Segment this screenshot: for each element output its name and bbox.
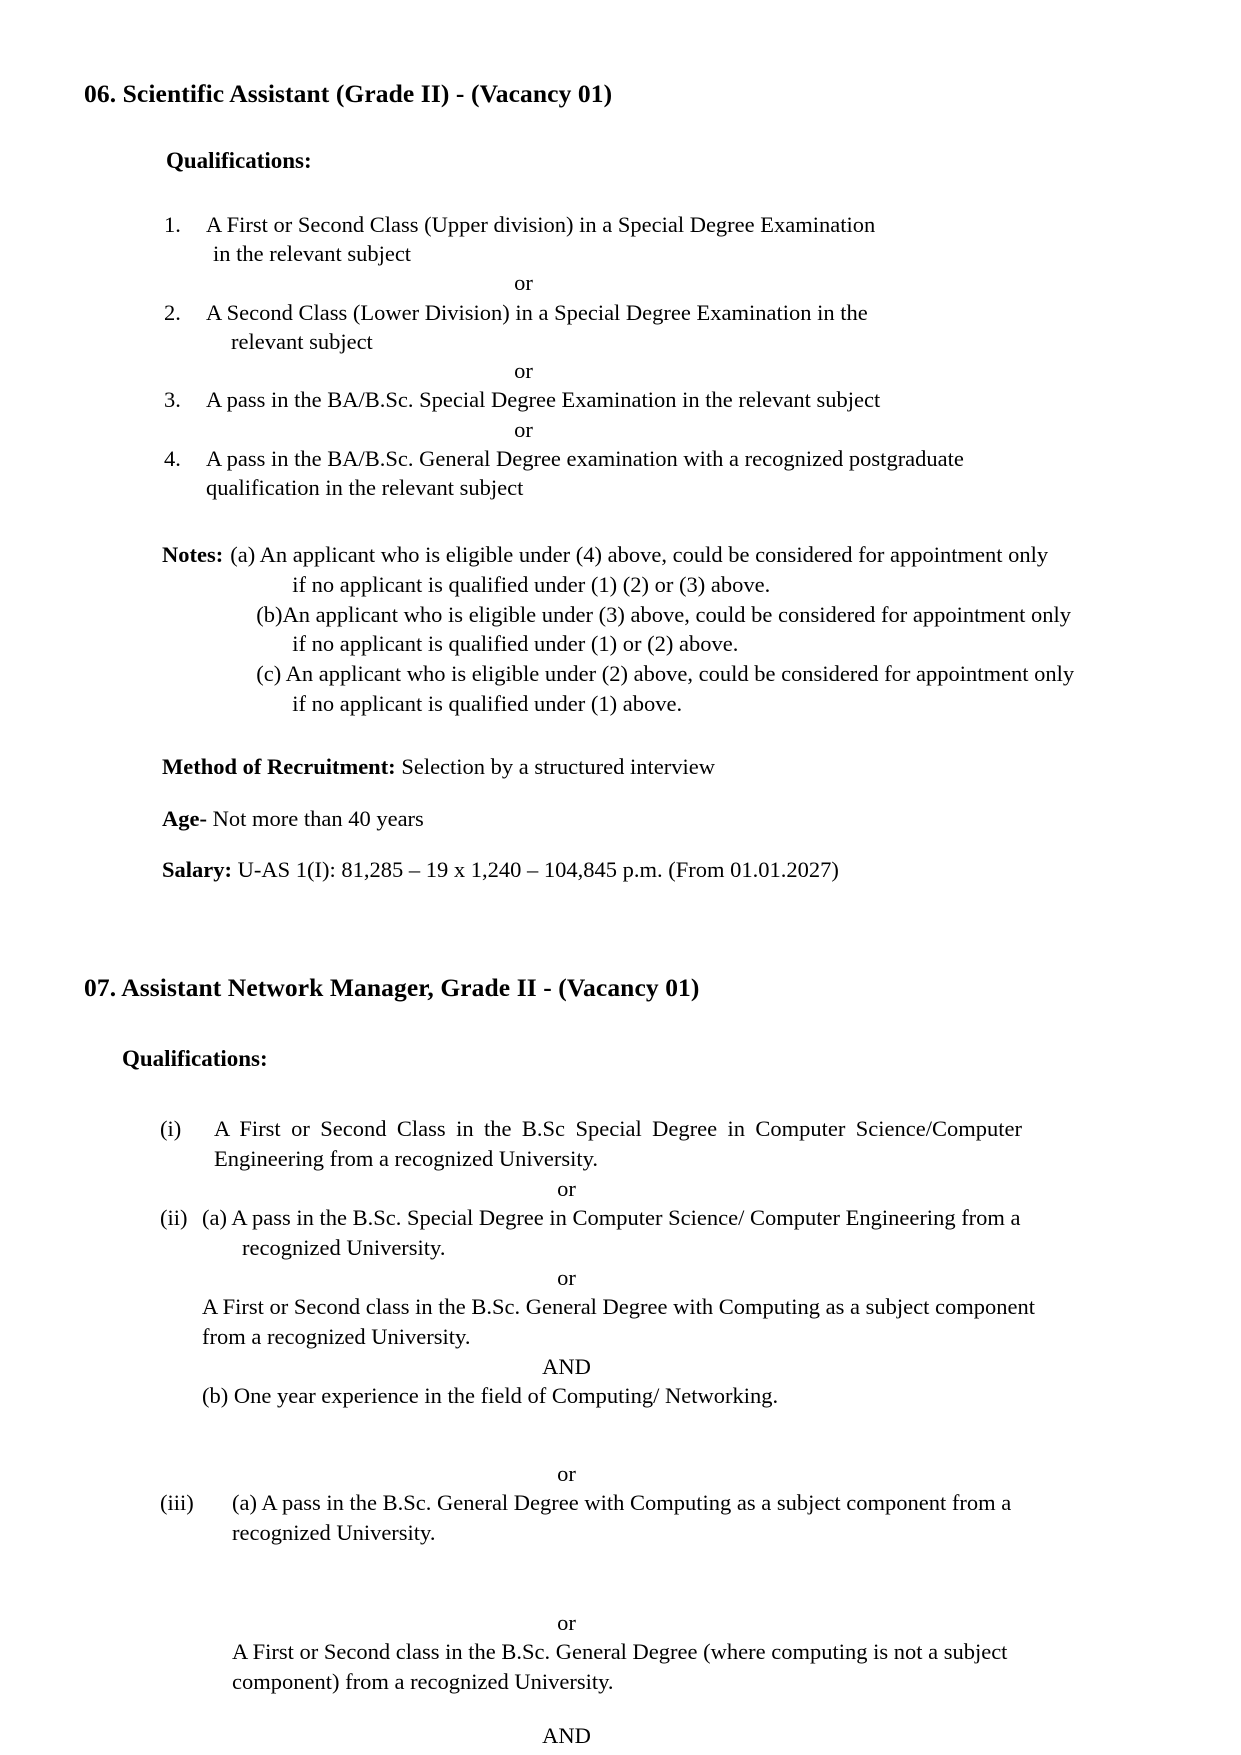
and-connector: AND: [542, 1353, 591, 1379]
item-iii-alternative: [160, 1637, 1133, 1697]
age-line: [84, 804, 1133, 833]
note-b-line-1: (b)An applicant who is eligible under (3) above, could be considered for appointment only: [256, 601, 1072, 627]
item-ii-alt-line-2: from a recognized University.: [202, 1324, 471, 1350]
list-item-text: [206, 385, 1133, 414]
item-ii-alt-line-1: A First or Second class in the B.Sc. General Degree with Computing as a subject component: [202, 1294, 1035, 1320]
or-connector: or: [557, 1461, 576, 1487]
list-marker: 1.: [164, 211, 181, 237]
list-item-line-2: in the relevant subject: [213, 241, 412, 267]
note-c-line-1: (c) An applicant who is eligible under (2) above, could be considered for appointment only: [256, 661, 1075, 687]
list-marker: 3.: [164, 387, 181, 413]
item-iii-sub-a-line-2: recognized University.: [232, 1520, 436, 1546]
section-07-title: 07. Assistant Network Manager, Grade II - (Vacancy 01): [84, 973, 700, 1003]
list-item: [160, 1488, 1133, 1548]
qualifications-list-06: [84, 210, 1133, 503]
list-item-text: [232, 1488, 1133, 1548]
list-marker: 2.: [164, 299, 181, 325]
qualifications-list-07: [84, 1114, 1133, 1751]
or-connector: or: [514, 416, 533, 442]
section-06: [84, 78, 1133, 884]
item-ii-sub-b: (b) One year experience in the field of Computing/ Networking.: [202, 1383, 779, 1409]
salary-value: U-AS 1(I): 81,285 – 19 x 1,240 – 104,845 p.m. (From 01.01.2027): [237, 856, 839, 882]
item-iii-alt-line-2: component) from a recognized University.: [232, 1669, 614, 1695]
list-item-line-1: A pass in the BA/B.Sc. Special Degree Examination in the relevant subject: [206, 387, 881, 413]
item-iii-sub-a-line-1: (a) A pass in the B.Sc. General Degree with Computing as a subject component from a: [232, 1490, 1012, 1516]
list-marker: (ii): [160, 1205, 188, 1230]
list-item: [164, 385, 1133, 414]
section-07: [84, 972, 1133, 1750]
and-connector: AND: [542, 1723, 591, 1749]
list-item: [164, 210, 1133, 269]
age-value: Not more than 40 years: [212, 805, 424, 831]
list-item-line-1: A First or Second Class (Upper division) in a Special Degree Examination: [206, 211, 876, 237]
notes-body: [230, 540, 1133, 718]
list-marker: (i): [160, 1115, 182, 1141]
note-a-line-1: (a) An applicant who is eligible under (4) above, could be considered for appointment only: [230, 542, 1049, 568]
list-marker: 4.: [164, 445, 181, 471]
list-item-text: [206, 444, 1133, 503]
method-of-recruitment-value: Selection by a structured interview: [401, 754, 715, 780]
note-b-line-2: if no applicant is qualified under (1) or (2) above.: [292, 631, 739, 657]
or-connector: or: [557, 1264, 576, 1290]
list-item-text: A First or Second Class in the B.Sc Special Degree in Computer Science/Computer Engineering from a recognized University.: [214, 1115, 1022, 1171]
notes-label: Notes:: [162, 542, 224, 568]
age-label: Age-: [162, 805, 207, 831]
note-a-line-2: if no applicant is qualified under (1) (2) or (3) above.: [292, 571, 771, 597]
item-ii-sub-a-line-2: recognized University.: [242, 1234, 446, 1260]
note-c-line-2: if no applicant is qualified under (1) above.: [292, 690, 683, 716]
list-item: [164, 298, 1133, 357]
salary-line: [84, 855, 1133, 884]
item-ii-alternative: [160, 1292, 1133, 1352]
or-connector: or: [514, 358, 533, 384]
list-item-line-1: A pass in the BA/B.Sc. General Degree examination with a recognized postgraduate: [206, 445, 964, 471]
qualifications-label-07: Qualifications:: [122, 1046, 268, 1072]
list-item-text: [206, 210, 1133, 269]
list-item-line-2: qualification in the relevant subject: [206, 475, 524, 501]
list-item: [164, 444, 1133, 503]
note-item-c: [230, 659, 1133, 718]
qualifications-label-06: Qualifications:: [166, 147, 312, 173]
list-item-line-1: A Second Class (Lower Division) in a Special Degree Examination in the: [206, 299, 868, 325]
list-item: [160, 1114, 1133, 1174]
salary-label: Salary:: [162, 856, 232, 882]
note-item-b: [230, 600, 1133, 659]
or-connector: or: [557, 1175, 576, 1201]
item-iii-alt-line-1: A First or Second class in the B.Sc. General Degree (where computing is not a subject: [232, 1639, 1008, 1665]
method-of-recruitment-label: Method of Recruitment:: [162, 754, 396, 780]
list-item-text: [202, 1203, 1133, 1263]
list-item: [160, 1203, 1133, 1263]
list-marker: (iii): [160, 1490, 194, 1516]
item-ii-sub-a-line-1: (a) A pass in the B.Sc. Special Degree in Computer Science/ Computer Engineering from a: [202, 1205, 1021, 1230]
or-connector: or: [557, 1610, 576, 1636]
notes-block-06: [84, 540, 1133, 718]
or-connector: or: [514, 270, 533, 296]
method-of-recruitment-line: [84, 752, 1133, 781]
list-item-text: [206, 298, 1133, 357]
page-title: 06. Scientific Assistant (Grade II) - (Vacancy 01): [84, 79, 613, 108]
list-item-line-2: relevant subject: [231, 328, 373, 354]
note-item-a: [230, 540, 1133, 599]
